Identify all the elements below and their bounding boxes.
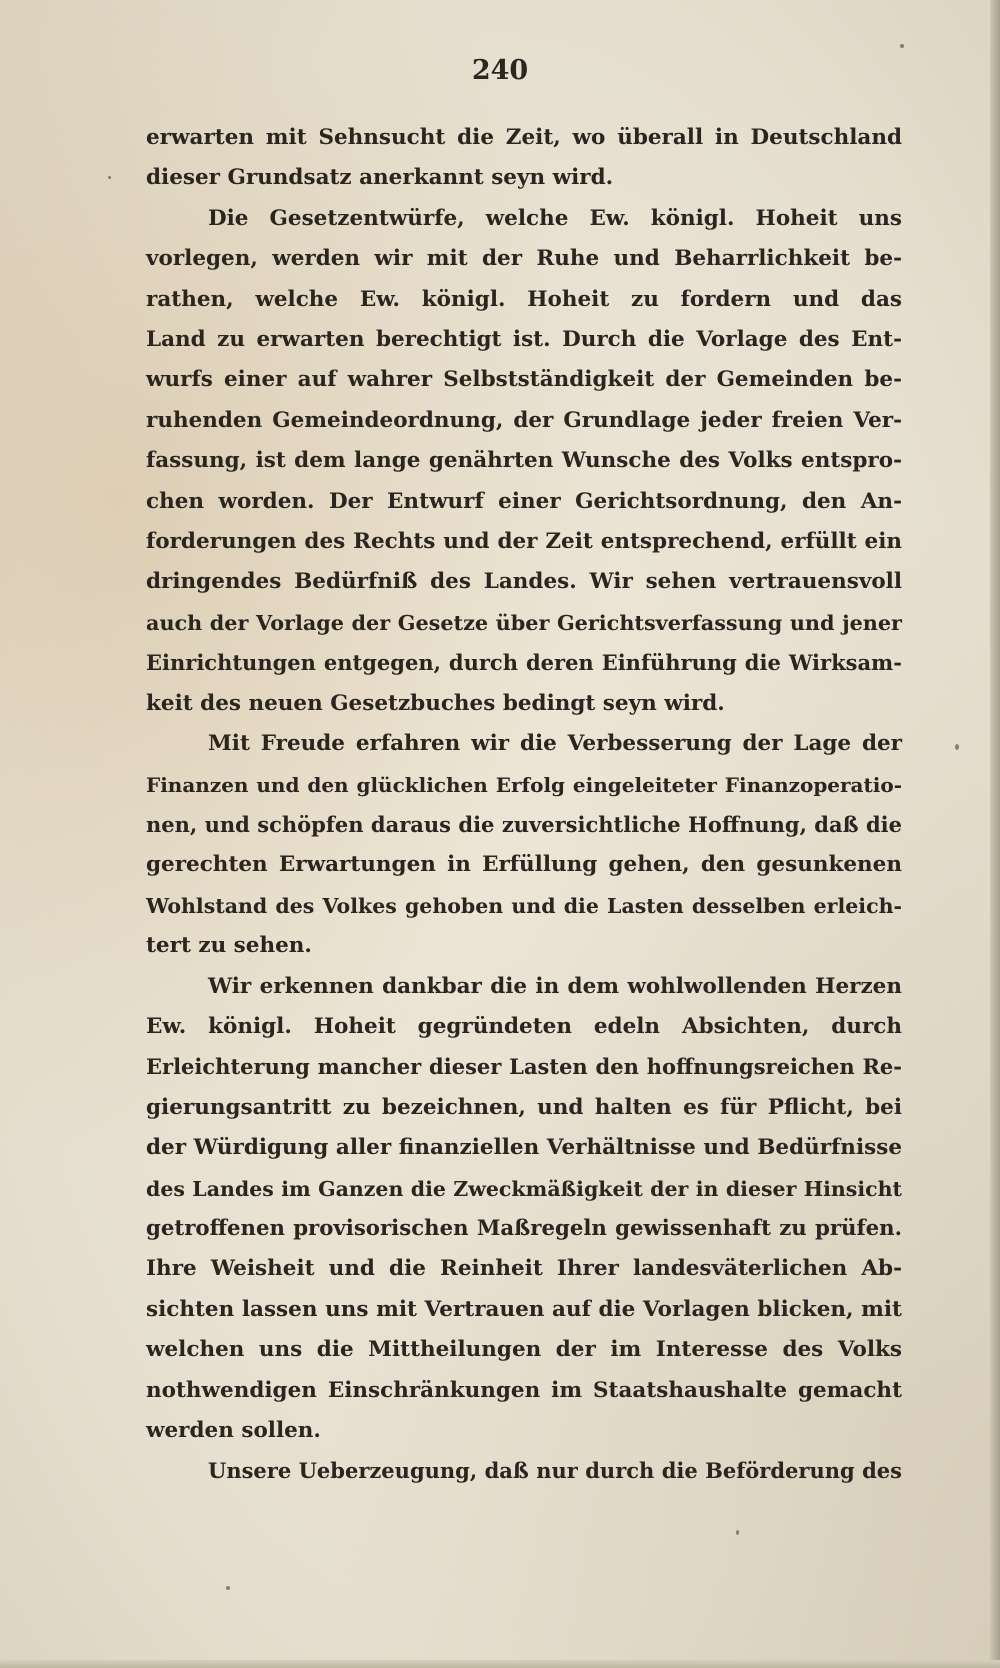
text-line: des Landes im Ganzen die Zweckmäßigkeit der in dieser Hinsicht xyxy=(146,1176,902,1201)
text-line: Die Gesetzentwürfe, welche Ew. königl. Hoheit uns xyxy=(208,205,902,231)
text-line: Wohlstand des Volkes gehoben und die Lasten desselben erleich- xyxy=(146,893,902,918)
text-line: tert zu sehen. xyxy=(146,933,312,959)
text-line: auch der Vorlage der Gesetze über Gerichtsverfassung und jener xyxy=(146,610,902,635)
page-number: 240 xyxy=(471,55,529,86)
text-line: dieser Grundsatz anerkannt seyn wird. xyxy=(146,165,614,191)
text-line: Land zu erwarten berechtigt ist. Durch die Vorlage des Ent- xyxy=(146,327,902,353)
text-line: chen worden. Der Entwurf einer Gerichtsordnung, den An- xyxy=(146,488,902,514)
text-line: rathen, welche Ew. königl. Hoheit zu fordern und das xyxy=(146,286,902,312)
text-line: fassung, ist dem lange genährten Wunsche des Volks entspro- xyxy=(146,448,902,474)
text-line: gierungsantritt zu bezeichnen, und halten es für Pflicht, bei xyxy=(146,1094,902,1120)
text-line: forderungen des Rechts und der Zeit entsprechend, erfüllt ein xyxy=(146,529,902,555)
ink-speck xyxy=(736,1530,739,1535)
ink-speck xyxy=(900,44,904,48)
text-line: nen, und schöpfen daraus die zuversichtliche Hoffnung, daß die xyxy=(146,811,902,837)
text-line: ruhenden Gemeindeordnung, der Grundlage jeder freien Ver- xyxy=(146,407,902,433)
page-edge-bottom xyxy=(0,1660,1000,1668)
text-line: Erleichterung mancher dieser Lasten den hoffnungsreichen Re- xyxy=(146,1054,902,1080)
page-edge-right xyxy=(990,0,1000,1668)
text-line: Unsere Ueberzeugung, daß nur durch die Beförderung des xyxy=(208,1458,902,1484)
text-line: Ew. königl. Hoheit gegründeten edeln Absichten, durch xyxy=(146,1013,902,1039)
text-line: Mit Freude erfahren wir die Verbesserung der Lage der xyxy=(208,731,902,757)
body-text xyxy=(146,118,902,1492)
text-line: nothwendigen Einschränkungen im Staatshaushalte gemacht xyxy=(146,1377,902,1403)
text-line: sichten lassen uns mit Vertrauen auf die Vorlagen blicken, mit xyxy=(146,1296,902,1322)
ink-speck xyxy=(226,1586,230,1590)
ink-speck xyxy=(955,744,959,750)
text-line: keit des neuen Gesetzbuches bedingt seyn wird. xyxy=(146,690,725,716)
text-line: der Würdigung aller finanziellen Verhältnisse und Bedürfnisse xyxy=(146,1135,902,1161)
text-line: erwarten mit Sehnsucht die Zeit, wo überall in Deutschland xyxy=(146,125,902,150)
text-line: Wir erkennen dankbar die in dem wohlwollenden Herzen xyxy=(208,973,902,999)
text-line: getroffenen provisorischen Maßregeln gewissenhaft zu prüfen. xyxy=(146,1215,902,1241)
text-line: werden sollen. xyxy=(146,1418,321,1443)
ink-speck xyxy=(108,176,111,179)
text-line: wurfs einer auf wahrer Selbstständigkeit der Gemeinden be- xyxy=(146,367,902,393)
text-line: Ihre Weisheit und die Reinheit Ihrer landesväterlichen Ab- xyxy=(146,1256,902,1282)
text-line: dringendes Bedürfniß des Landes. Wir sehen vertrauensvoll xyxy=(146,569,902,595)
text-line: vorlegen, werden wir mit der Ruhe und Beharrlichkeit be- xyxy=(146,246,902,272)
text-line: Finanzen und den glücklichen Erfolg eingeleiteter Finanzoperatio- xyxy=(146,772,902,797)
text-line: gerechten Erwartungen in Erfüllung gehen, den gesunkenen xyxy=(146,852,902,878)
text-line: Einrichtungen entgegen, durch deren Einführung die Wirksam- xyxy=(146,650,902,676)
text-line: welchen uns die Mittheilungen der im Interesse des Volks xyxy=(146,1337,902,1363)
